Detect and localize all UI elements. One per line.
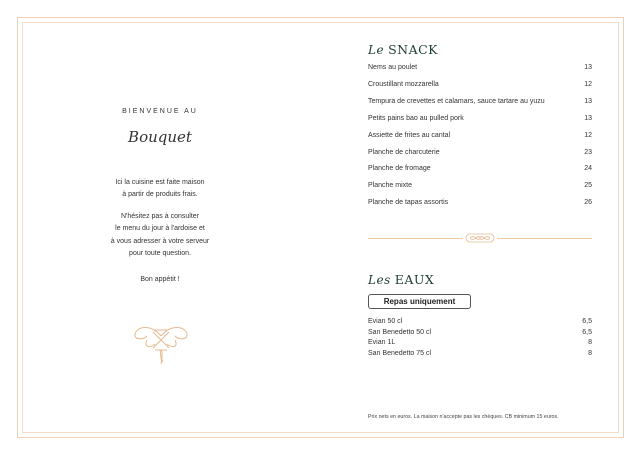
text-line: N'hésitez pas à consulter [121, 213, 199, 220]
snack-heading [368, 42, 438, 57]
text-line: à vous adresser à votre serveur [110, 237, 210, 245]
knot-ornament-icon [463, 233, 497, 243]
text-line: Ici la cuisine est faite maison [115, 179, 205, 186]
item-price: 24 [584, 165, 592, 173]
item-price: 13 [584, 97, 592, 105]
heading-script: Les [368, 273, 391, 287]
item-name: Planche mixte [368, 182, 412, 190]
menu-item [368, 81, 592, 88]
item-name: Tempura de crevettes et calamars, sauce tartare au yuzu [368, 97, 545, 105]
item-price: 13 [584, 114, 592, 122]
text-line: pour toute question. [129, 249, 191, 257]
closing-text [95, 274, 225, 286]
item-price: 12 [584, 131, 592, 139]
menu-item [368, 149, 592, 156]
item-price: 23 [584, 148, 592, 156]
text-line: Bon appétit ! [140, 276, 180, 283]
item-price: 26 [584, 199, 592, 207]
advice-paragraph [95, 211, 225, 260]
item-name: Planche de fromage [368, 165, 431, 173]
heading-title: SNACK [388, 42, 439, 57]
eaux-heading [368, 272, 434, 287]
menu-item [368, 339, 592, 346]
footer-note: Prix nets en euros. La maison n'accepte pas les chèques. CB minimum 15 euros. [368, 414, 559, 420]
item-price: 25 [584, 182, 592, 190]
item-name: Planche de charcuterie [368, 148, 440, 156]
item-name: Evian 1L [368, 339, 396, 347]
welcome-heading: BIENVENUE AU [122, 108, 198, 115]
text-line: à partir de produits frais. [122, 191, 198, 199]
item-name: Assiette de frites au cantal [368, 131, 451, 139]
item-price: 12 [584, 80, 592, 88]
item-price: 6,5 [582, 318, 592, 325]
item-price: 8 [588, 350, 592, 358]
menu-item [368, 165, 592, 172]
menu-item [368, 115, 592, 122]
item-name: San Benedetto 75 cl [368, 350, 432, 358]
restaurant-logo: Bouquet [128, 128, 192, 146]
menu-item [368, 329, 592, 336]
menu-item [368, 64, 592, 71]
item-price: 6,5 [582, 328, 592, 336]
item-name: Petits pains bao au pulled pork [368, 114, 464, 122]
item-name: Planche de tapas assortis [368, 199, 449, 207]
menu-item [368, 132, 592, 139]
menu-item [368, 350, 592, 357]
heading-title: EAUX [394, 272, 435, 287]
item-name: Nems au poulet [368, 64, 418, 71]
item-name: Evian 50 cl [368, 318, 403, 325]
item-price: 13 [584, 64, 592, 71]
item-name: Croustillant mozzarella [368, 80, 439, 88]
meal-only-badge: Repas uniquement [368, 294, 471, 309]
menu-item [368, 98, 592, 105]
item-price: 8 [588, 339, 592, 347]
menu-item [368, 199, 592, 206]
menu-item [368, 318, 592, 325]
heading-script: Le [368, 43, 385, 57]
item-name: San Benedetto 50 cl [368, 328, 432, 336]
intro-paragraph [95, 177, 225, 202]
menu-item [368, 182, 592, 189]
ornament-icon [133, 322, 189, 366]
text-line: le menu du jour à l'ardoise et [115, 225, 205, 233]
